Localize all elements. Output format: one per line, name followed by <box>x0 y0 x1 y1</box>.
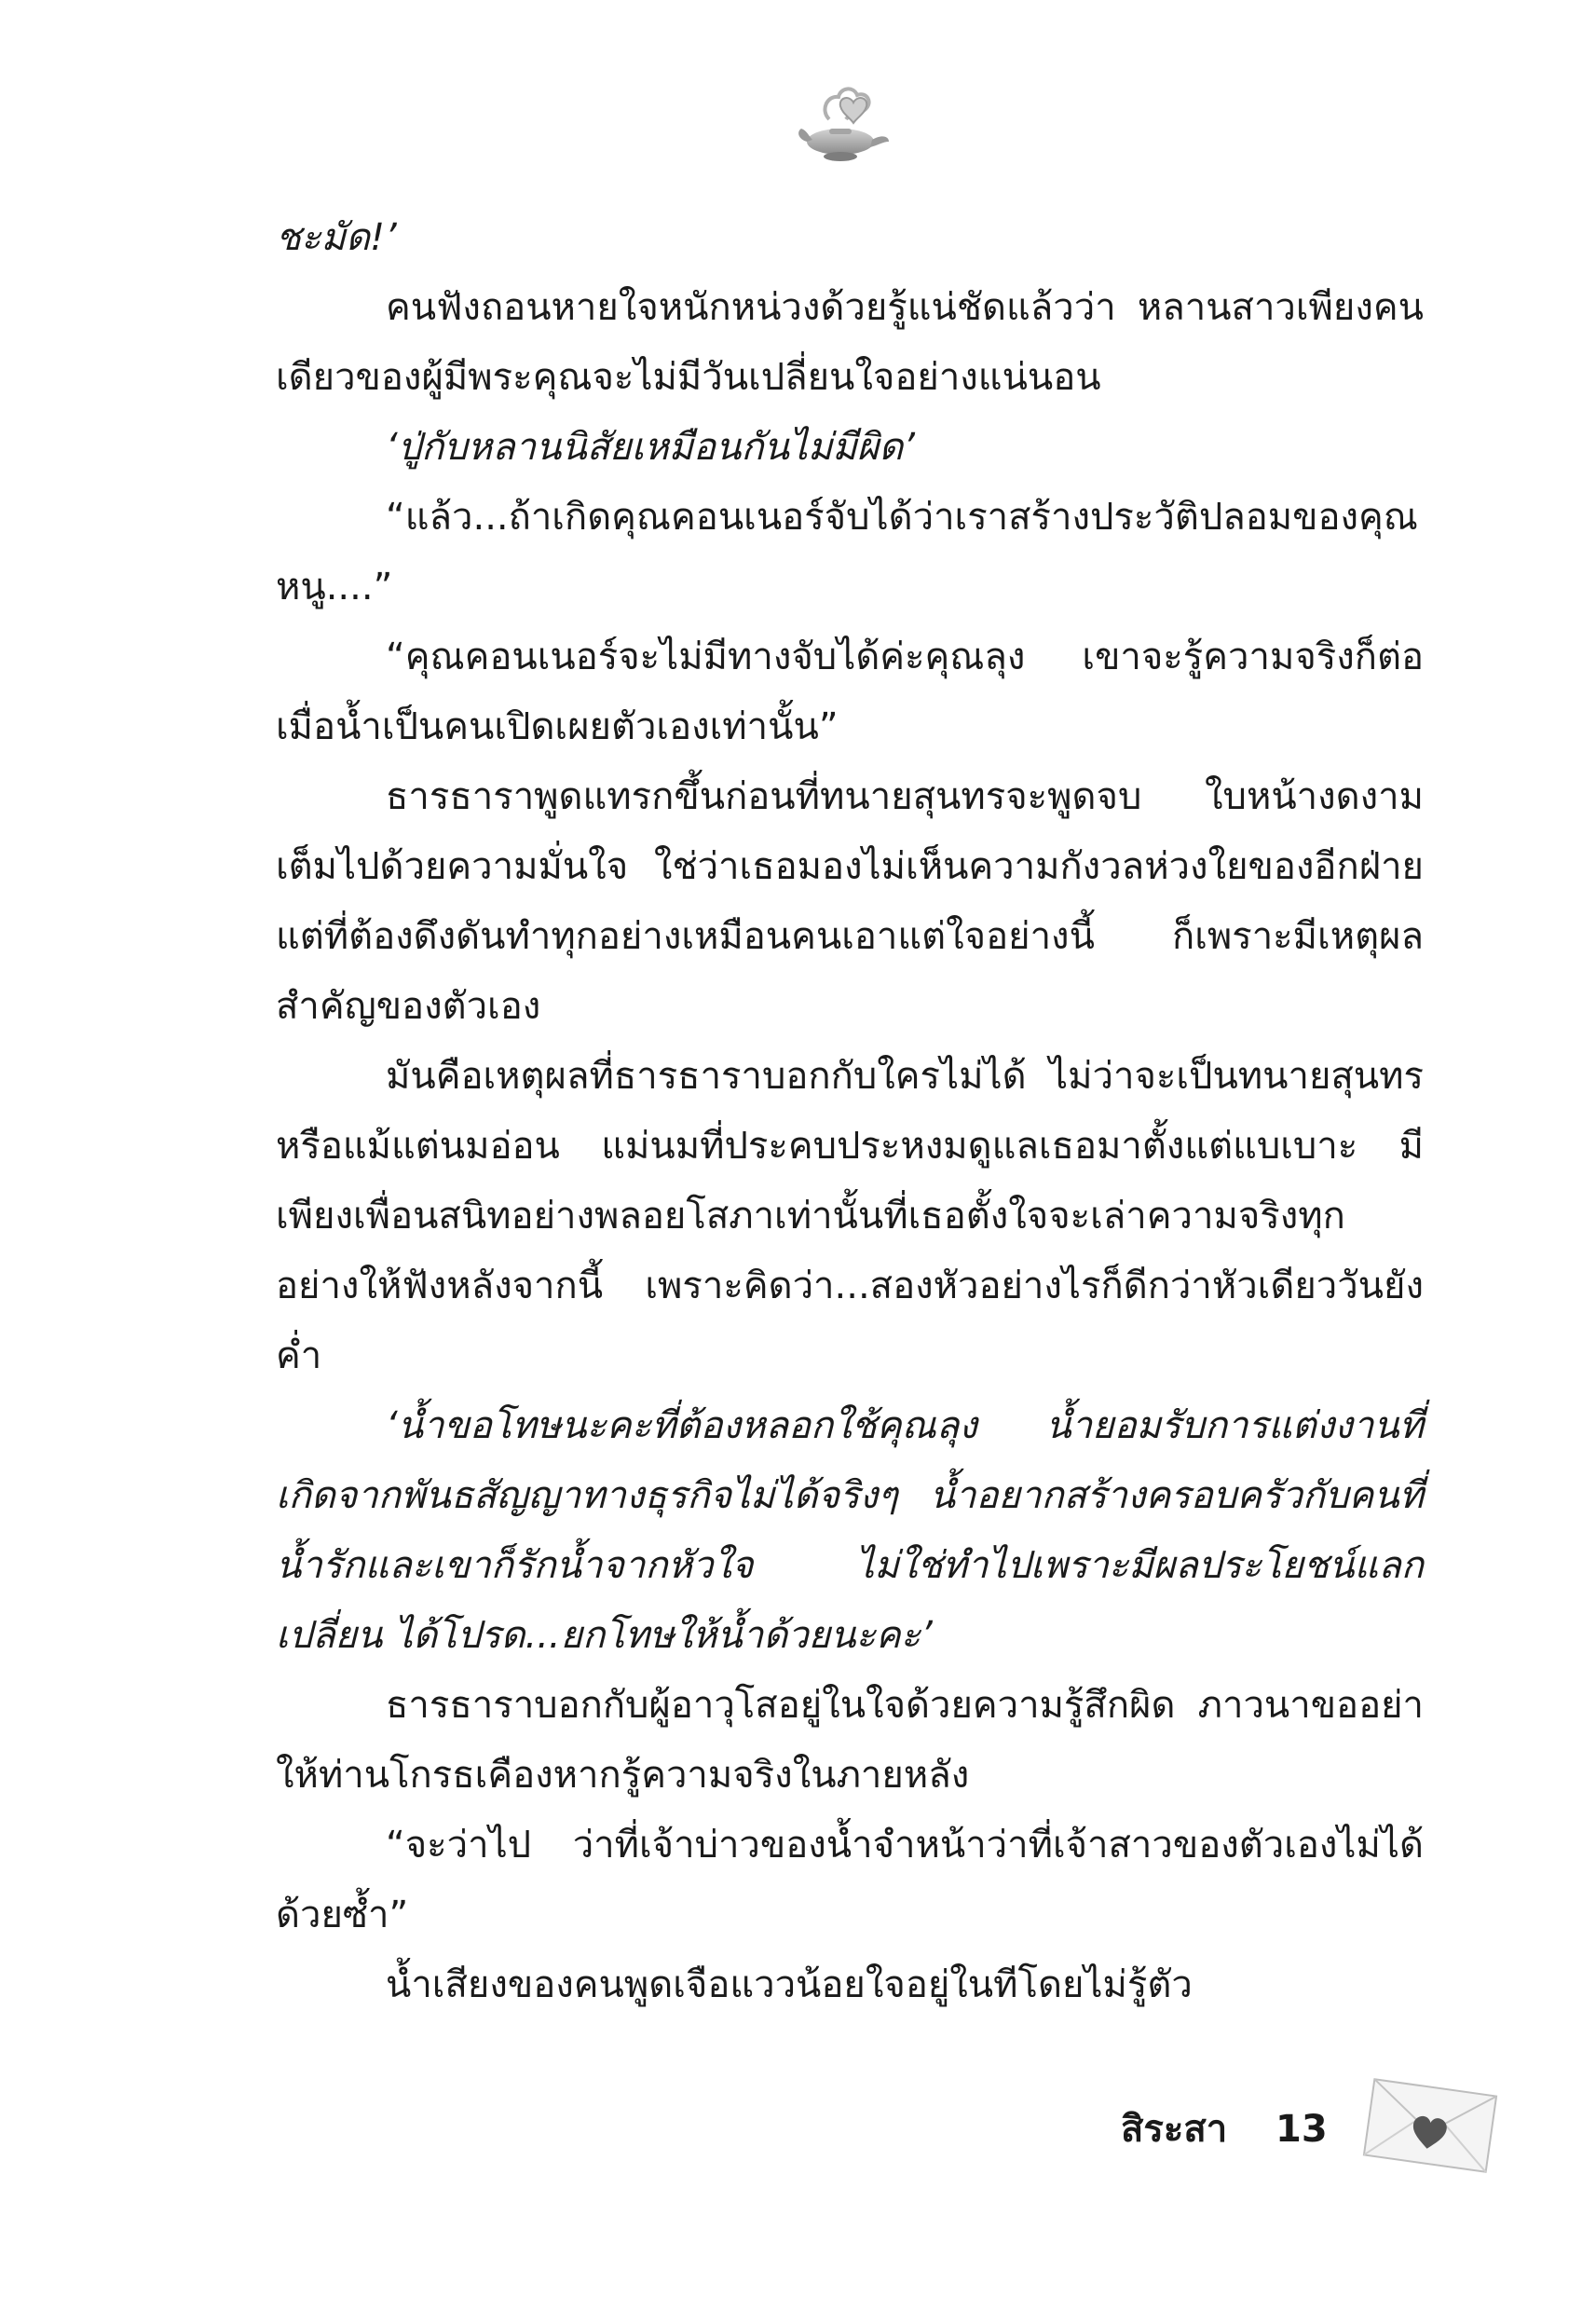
page-number: 13 <box>1275 2108 1328 2151</box>
paragraph: คนฟังถอนหายใจหนักหน่วงด้วยรู้แน่ชัดแล้วว่า หลานสาวเพียงคนเดียวของผู้มีพระคุณจะไม่มีวันเปลี่ยนใจอย่างแน่นอน <box>276 286 1424 399</box>
footer-author: สิระสา <box>1121 2108 1228 2151</box>
envelope-heart-icon <box>1356 2074 1505 2177</box>
paragraph: “จะว่าไป ว่าที่เจ้าบ่าวของน้ำจำหน้าว่าที่เจ้าสาวของตัวเองไม่ได้ด้วยซ้ำ” <box>276 1824 1424 1936</box>
paragraph: “แล้ว...ถ้าเกิดคุณคอนเนอร์จับได้ว่าเราสร้างประวัติปลอมของคุณหนู....” <box>276 496 1418 609</box>
genie-lamp-icon <box>792 75 894 177</box>
paragraph: ชะมัด!’ <box>276 216 397 259</box>
paragraph: ธารธาราบอกกับผู้อาวุโสอยู่ในใจด้วยความรู้สึกผิด ภาวนาขออย่าให้ท่านโกรธเคืองหากรู้ความจริงในภายหลัง <box>276 1684 1424 1797</box>
paragraph: น้ำเสียงของคนพูดเจือแววน้อยใจอยู่ในทีโดยไม่รู้ตัว <box>386 1963 1193 2006</box>
paragraph: มันคือเหตุผลที่ธารธาราบอกกับใครไม่ได้ ไม่ว่าจะเป็นทนายสุนทรหรือแม้แต่นมอ่อน แม่นมที่ประคบประหงมดูแลเธอมาตั้งแต่แบเบาะ มีเพียงเพื่อนสนิทอย่างพลอยโสภาเท่านั้นที่เธอตั้งใจจะเล่าความจริงทุกอย่างให้ฟังหลังจากนี้ เพราะคิดว่า...สองหัวอย่างไรก็ดีกว่าหัวเดียววันยังค่ำ <box>276 1055 1424 1377</box>
paragraph: ‘น้ำขอโทษนะคะที่ต้องหลอกใช้คุณลุง น้ำยอมรับการแต่งงานที่เกิดจากพันธสัญญาทางธุรกิจไม่ได้จริงๆ น้ำอยากสร้างครอบครัวกับคนที่น้ำรักและเขาก็รักน้ำจากหัวใจ ไม่ใช่ทำไปเพราะมีผลประโยชน์แลกเปลี่ยน ได้โปรด...ยกโทษให้น้ำด้วยนะคะ’ <box>276 1404 1424 1657</box>
paragraph: “คุณคอนเนอร์จะไม่มีทางจับได้ค่ะคุณลุง เขาจะรู้ความจริงก็ต่อเมื่อน้ำเป็นคนเปิดเผยตัวเองเท่านั้น” <box>276 636 1424 748</box>
paragraph: ธารธาราพูดแทรกขึ้นก่อนที่ทนายสุนทรจะพูดจบ ใบหน้างดงามเต็มไปด้วยความมั่นใจ ใช่ว่าเธอมองไม่เห็นความกังวลห่วงใยของอีกฝ่าย แต่ที่ต้องดึงดันทำทุกอย่างเหมือนคนเอาแต่ใจอย่างนี้ ก็เพราะมีเหตุผลสำคัญของตัวเอง <box>276 775 1424 1028</box>
body-text <box>276 203 1424 2020</box>
paragraph: ‘ปู่กับหลานนิสัยเหมือนกันไม่มีผิด’ <box>386 426 915 469</box>
